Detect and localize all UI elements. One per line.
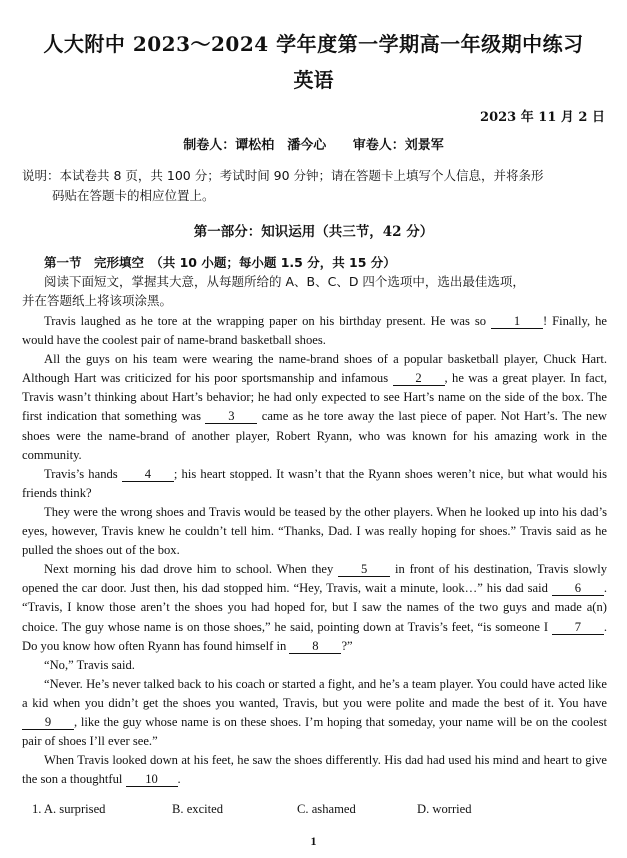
text-run: . Do you know how often Ryann has found himself in	[22, 619, 607, 653]
cloze-passage	[22, 312, 607, 789]
text-run: ! Finally, he would have the coolest pair of name-brand basketball shoes.	[22, 314, 607, 348]
text-run: in front of his destination, Travis slowly opened the car door. Just then, his dad stopped him. “Hey, Travis, wait a minute, look…” his dad said	[22, 562, 607, 596]
paragraph-5	[22, 560, 607, 655]
blank-6: 6	[552, 581, 604, 596]
answer-options	[32, 802, 607, 817]
text-run: , he was a great player. In fact, Travis wasn’t thinking about Hart’s behavior; he had only expected to see Hart’s name on the side of the box. The first indication that something was	[22, 371, 607, 424]
exam-subject: 英语	[293, 68, 334, 92]
exam-notes	[22, 166, 607, 206]
blank-9: 9	[22, 715, 74, 730]
text-run: “Never. He’s never talked back to his coach or started a fight, and he’s a team player. You could have acted like a kid when you didn’t get the shoes you wanted, Travis, but you were polite and made the best of it. You have	[22, 676, 607, 710]
paragraph-8	[22, 751, 607, 789]
instruction-line-1: 阅读下面短文，掌握其大意，从每题所给的 A、B、C、D 四个选项中，选出最佳选项，	[44, 274, 525, 289]
text-run: ; his heart stopped. It wasn’t that the Ryann shoes weren’t nice, but what would his friends think?	[22, 466, 607, 500]
text-run: , like the guy whose name is on these shoes. I’m hoping that someday, your name will be on the coolest pair of shoes I’ll ever see.”	[22, 714, 607, 749]
composer: 制卷人：谭松柏 潘今心	[183, 138, 327, 153]
exam-title: 人大附中 2023～2024 学年度第一学期高一年级期中练习	[43, 32, 584, 56]
text-run: ?”	[341, 638, 353, 653]
text-run: Travis’s hands	[44, 466, 122, 481]
option-c: C. ashamed	[297, 802, 356, 816]
text-run: When Travis looked down at his feet, he saw the shoes differently. His dad had used his mind and heart to give the son a thoughtful	[22, 753, 607, 787]
blank-3: 3	[205, 409, 257, 424]
blank-8: 8	[289, 639, 341, 654]
text-run: Travis laughed as he tore at the wrapping paper on his birthday present. He was so	[44, 314, 491, 328]
text-run: .	[177, 772, 181, 787]
paragraph-2	[22, 350, 607, 465]
page-number: 1	[310, 834, 317, 848]
notes-line-2: 码贴在答题卡的相应位置上。	[52, 188, 215, 203]
notes-line-1: 说明：本试卷共 8 页，共 100 分；考试时间 90 分钟；请在答题卡上填写个人信息，并将条形	[22, 168, 544, 183]
paragraph-6: “No,” Travis said.	[44, 657, 135, 672]
instructions	[22, 272, 607, 310]
blank-7: 7	[552, 620, 604, 635]
section-heading: 第一节 完形填空 （共 10 小题；每小题 1.5 分，共 15 分）	[44, 255, 396, 270]
reviewer: 审卷人：刘景军	[352, 138, 444, 153]
paragraph-4: They were the wrong shoes and Travis would be teased by the other players. When he looked up into his dad’s eyes, however, Travis knew he couldn’t tell him. “Thanks, Dad. I was really hoping for shoes.” Travis said as he pulled the shoes out of the box.	[22, 504, 607, 558]
instruction-line-2: 并在答题纸上将该项涂黑。	[22, 293, 173, 308]
text-run: . “Travis, I know those aren’t the shoes you had hoped for, but I saw the names of the two guys and made a(n) choice. The guy whose name is on those shoes,” he said, pointing down at Travis’s feet, “is someone I	[22, 581, 607, 634]
blank-5: 5	[338, 562, 390, 577]
text-run: All the guys on his team were wearing the name-brand shoes of a popular basketball player, Chuck Hart. Although Hart was criticized for his poor sportsmanship and infamous	[22, 352, 607, 386]
option-d: D. worried	[417, 802, 472, 816]
paragraph-7	[22, 675, 607, 751]
paragraph-1	[22, 312, 607, 350]
blank-10: 10	[126, 772, 178, 787]
text-run: Next morning his dad drove him to school. When they	[44, 562, 339, 577]
text-run: came as he tore away the last piece of paper. Not Hart’s. The new shoes were the name-brand of another player, Robert Ryann, who was known for his amazing work in the community.	[22, 409, 607, 462]
option-b: B. excited	[172, 802, 224, 816]
blank-2: 2	[393, 371, 445, 386]
exam-authors	[0, 134, 627, 153]
blank-4: 4	[122, 467, 174, 482]
paragraph-3	[22, 465, 607, 503]
exam-date: 2023 年 11 月 2 日	[480, 110, 605, 125]
part-heading: 第一部分：知识运用（共三节，42 分）	[193, 224, 434, 240]
option-a: 1. A. surprised	[32, 802, 106, 816]
blank-1: 1	[491, 314, 543, 329]
